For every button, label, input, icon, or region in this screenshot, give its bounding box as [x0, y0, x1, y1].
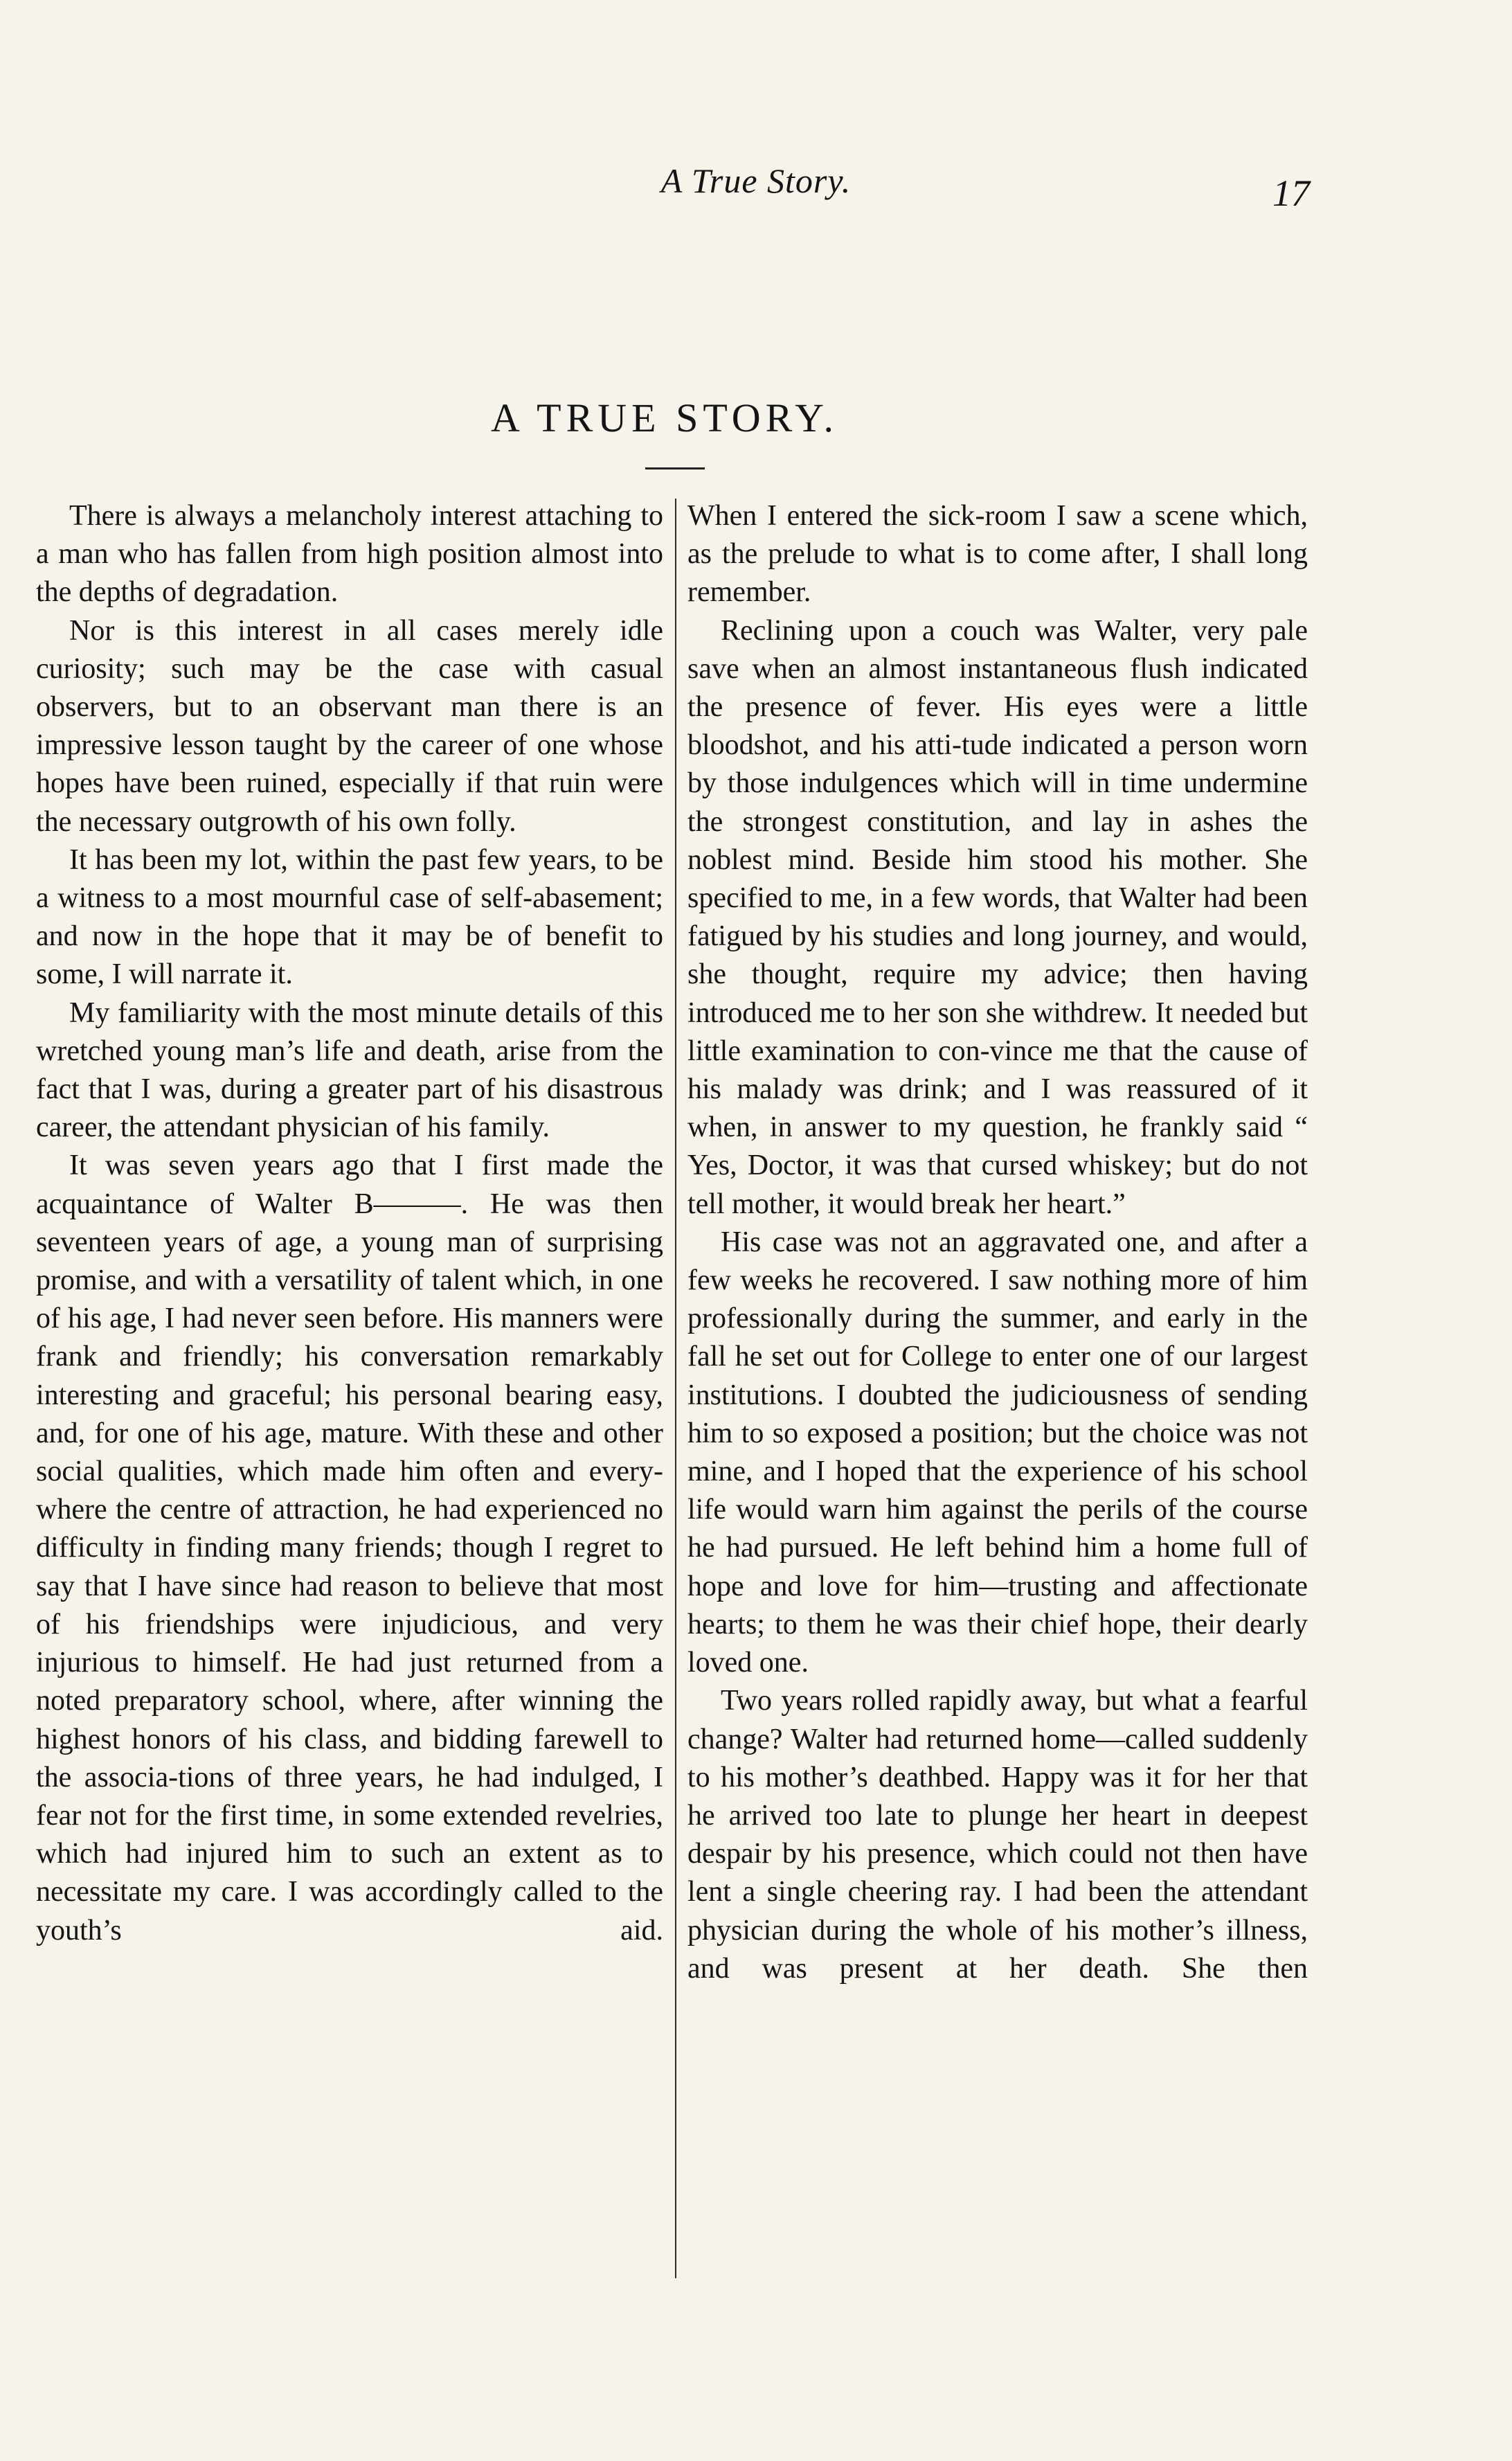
- article-title: A TRUE STORY.: [491, 395, 838, 440]
- page-number: 17: [1272, 172, 1310, 214]
- paragraph: It has been my lot, within the past few years, to be a witness to a most mournful case of self-abasement; and now in the hope that it may be of benefit to some, I will narrate it.: [36, 843, 663, 991]
- paragraph: When I entered the sick-room I saw a scene which, as the prelude to what is to come after, I shall long remember.: [687, 500, 1308, 609]
- paragraph: My familiarity with the most minute details of this wretched young man’s life and death, arise from the fact that I was, during a greater part of his disastrous career, the attendant physician of his family.: [36, 996, 663, 1144]
- right-column: [687, 497, 1308, 1988]
- title-rule: [645, 467, 705, 469]
- column-divider: [675, 499, 676, 2278]
- paragraph: There is always a melancholy interest attaching to a man who has fallen from high position almost into the depths of degradation.: [36, 500, 663, 609]
- paragraph: It was seven years ago that I first made the acquaintance of Walter B———. He was then seventeen years of age, a young man of surprising promise, and with a versatility of talent which, in one of his age, I had never seen before. His manners were frank and friendly; his conversation remarkably interesting and graceful; his personal bearing easy, and, for one of his age, mature. With these and other social qualities, which made him often and every-where the centre of attraction, he had experienced no difficulty in finding many friends; though I regret to say that I have since had reason to believe that most of his friendships were injudicious, and very injurious to himself. He had just returned from a noted preparatory school, where, after winning the highest honors of his class, and bidding farewell to the associa-tions of three years, he had indulged, I fear not for the first time, in some extended revelries, which had injured him to such an extent as to necessitate my care. I was accordingly called to the youth’s aid.: [36, 1149, 663, 1947]
- running-head-title: A True Story.: [660, 161, 852, 200]
- paragraph: Nor is this interest in all cases merely idle curiosity; such may be the case with casual observers, but to an observant man there is an impressive lesson taught by the career of one whose hopes have been ruined, especially if that ruin were the necessary outgrowth of his own folly.: [36, 614, 663, 838]
- left-column: [36, 497, 663, 1950]
- paragraph: His case was not an aggravated one, and after a few weeks he recovered. I saw nothing more of him professionally during the summer, and early in the fall he set out for College to enter one of our largest institutions. I doubted the judiciousness of sending him to so exposed a position; but the choice was not mine, and I hoped that the experience of his school life would warn him against the perils of the course he had pursued. He left behind him a home full of hope and love for him—trusting and affectionate hearts; to them he was their chief hope, their dearly loved one.: [687, 1226, 1308, 1679]
- paragraph: Two years rolled rapidly away, but what a fearful change? Walter had returned home—called suddenly to his mother’s deathbed. Happy was it for her that he arrived too late to plunge her heart in deepest despair by his presence, which could not then have lent a single cheering ray. I had been the attendant physician during the whole of his mother’s illness, and was present at her death. She then: [687, 1685, 1308, 1985]
- paragraph: Reclining upon a couch was Walter, very pale save when an almost instantaneous flush indicated the presence of fever. His eyes were a little bloodshot, and his atti-tude indicated a person worn by those indulgences which will in time undermine the strongest constitution, and lay in ashes the noblest mind. Beside him stood his mother. She specified to me, in a few words, that Walter had been fatigued by his studies and long journey, and would, she thought, require my advice; then having introduced me to her son she withdrew. It needed but little examination to con-vince me that the cause of his malady was drink; and I was reassured of it when, in answer to my question, he frankly said “ Yes, Doctor, it was that cursed whiskey; but do not tell mother, it would break her heart.”: [687, 614, 1308, 1220]
